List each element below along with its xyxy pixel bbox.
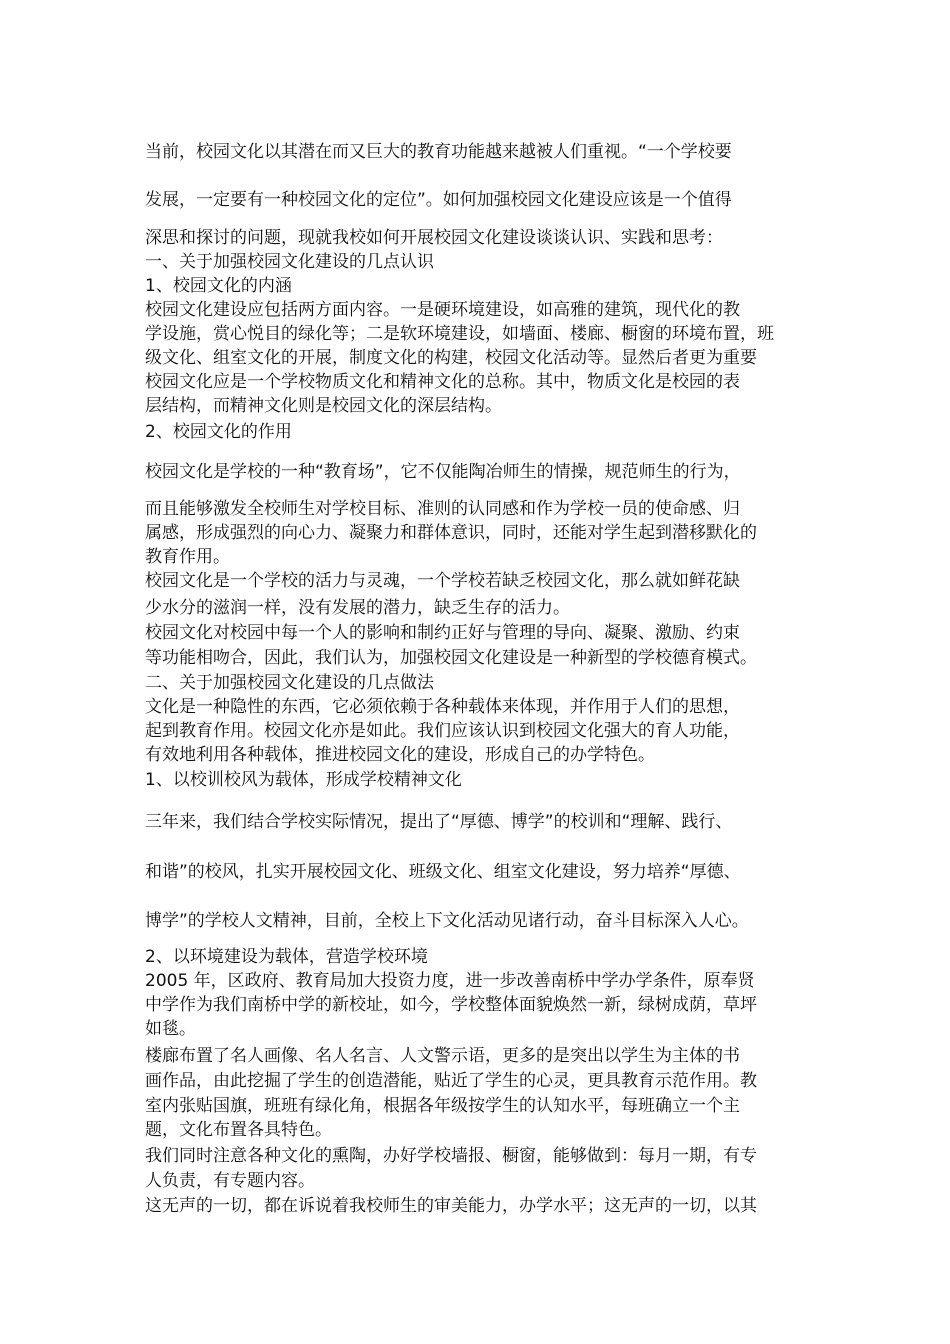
paragraph-line: 深思和探讨的问题，现就我校如何开展校园文化建设谈谈认识、实践和思考： xyxy=(145,228,723,248)
paragraph-line: 楼廊布置了名人画像、名人名言、人文警示语，更多的是突出以学生为主体的书 xyxy=(145,1046,740,1066)
paragraph-line: 而且能够激发全校师生对学校目标、准则的认同感和作为学校一员的使命感、归 xyxy=(145,499,740,519)
subsection-heading: 1、校园文化的内涵 xyxy=(145,276,292,296)
paragraph-line: 三年来，我们结合学校实际情况，提出了“厚德、博学”的校训和“理解、践行、 xyxy=(145,812,733,832)
paragraph-line: 校园文化是一个学校的活力与灵魂，一个学校若缺乏校园文化，那么就如鲜花缺 xyxy=(145,571,740,591)
paragraph-line: 室内张贴国旗，班班有绿化角，根据各年级按学生的认知水平，每班确立一个主 xyxy=(145,1096,740,1116)
paragraph-line: 教育作用。 xyxy=(145,547,230,567)
section-heading: 二、关于加强校园文化建设的几点做法 xyxy=(145,673,434,693)
paragraph-line: 画作品，由此挖掘了学生的创造潜能，贴近了学生的心灵，更具教育示范作用。教 xyxy=(145,1071,757,1091)
paragraph-line: 层结构，而精神文化则是校园文化的深层结构。 xyxy=(145,396,502,416)
paragraph-line: 2005 年，区政府、教育局加大投资力度，进一步改善南桥中学办学条件，原奉贤 xyxy=(145,971,755,991)
paragraph-line: 校园文化应是一个学校物质文化和精神文化的总称。其中，物质文化是校园的表 xyxy=(145,372,740,392)
paragraph-line: 有效地利用各种载体，推进校园文化的建设，形成自己的办学特色。 xyxy=(145,745,655,765)
paragraph-line: 学设施，赏心悦目的绿化等；二是软环境建设，如墙面、楼廊、橱窗的环境布置，班 xyxy=(145,324,774,344)
paragraph-line: 这无声的一切，都在诉说着我校师生的审美能力，办学水平；这无声的一切，以其 xyxy=(145,1196,757,1216)
paragraph-line: 我们同时注意各种文化的熏陶，办好学校墙报、橱窗，能够做到：每月一期，有专 xyxy=(145,1146,757,1166)
paragraph-line: 人负责，有专题内容。 xyxy=(145,1171,315,1191)
paragraph-line: 属感，形成强烈的向心力、凝聚力和群体意识，同时，还能对学生起到潜移默化的 xyxy=(145,523,757,543)
paragraph-line: 发展，一定要有一种校园文化的定位”。如何加强校园文化建设应该是一个值得 xyxy=(145,190,732,210)
subsection-heading: 2、校园文化的作用 xyxy=(145,422,292,442)
paragraph-line: 起到教育作用。校园文化亦是如此。我们应该认识到校园文化强大的育人功能， xyxy=(145,721,740,741)
paragraph-line: 如毯。 xyxy=(145,1019,196,1039)
paragraph-line: 题，文化布置各具特色。 xyxy=(145,1120,332,1140)
section-heading: 一、关于加强校园文化建设的几点认识 xyxy=(145,252,434,272)
paragraph-line: 少水分的滋润一样，没有发展的潜力，缺乏生存的活力。 xyxy=(145,598,570,618)
paragraph-line: 中学作为我们南桥中学的新校址，如今，学校整体面貌焕然一新，绿树成荫，草坪 xyxy=(145,995,757,1015)
paragraph-line: 级文化、组室文化的开展，制度文化的构建，校园文化活动等。显然后者更为重要 xyxy=(145,348,757,368)
paragraph-line: 文化是一种隐性的东西，它必须依赖于各种载体来体现，并作用于人们的思想， xyxy=(145,697,740,717)
paragraph-line: 博学”的学校人文精神，目前，全校上下文化活动见诸行动，奋斗目标深入人心。 xyxy=(145,911,749,931)
paragraph-line: 等功能相吻合，因此，我们认为，加强校园文化建设是一种新型的学校德育模式。 xyxy=(145,648,757,668)
subsection-heading: 1、以校训校风为载体，形成学校精神文化 xyxy=(145,770,462,790)
paragraph-line: 校园文化建设应包括两方面内容。一是硬环境建设，如高雅的建筑，现代化的教 xyxy=(145,300,740,320)
subsection-heading: 2、以环境建设为载体，营造学校环境 xyxy=(145,947,428,967)
paragraph-line: 和谐”的校风，扎实开展校园文化、班级文化、组室文化建设，努力培养“厚德、 xyxy=(145,862,741,882)
paragraph-line: 当前，校园文化以其潜在而又巨大的教育功能越来越被人们重视。“一个学校要 xyxy=(145,142,732,162)
paragraph-line: 校园文化是学校的一种“教育场”，它不仅能陶冶师生的情操，规范师生的行为， xyxy=(145,462,741,482)
paragraph-line: 校园文化对校园中每一个人的影响和制约正好与管理的导向、凝聚、激励、约束 xyxy=(145,623,740,643)
